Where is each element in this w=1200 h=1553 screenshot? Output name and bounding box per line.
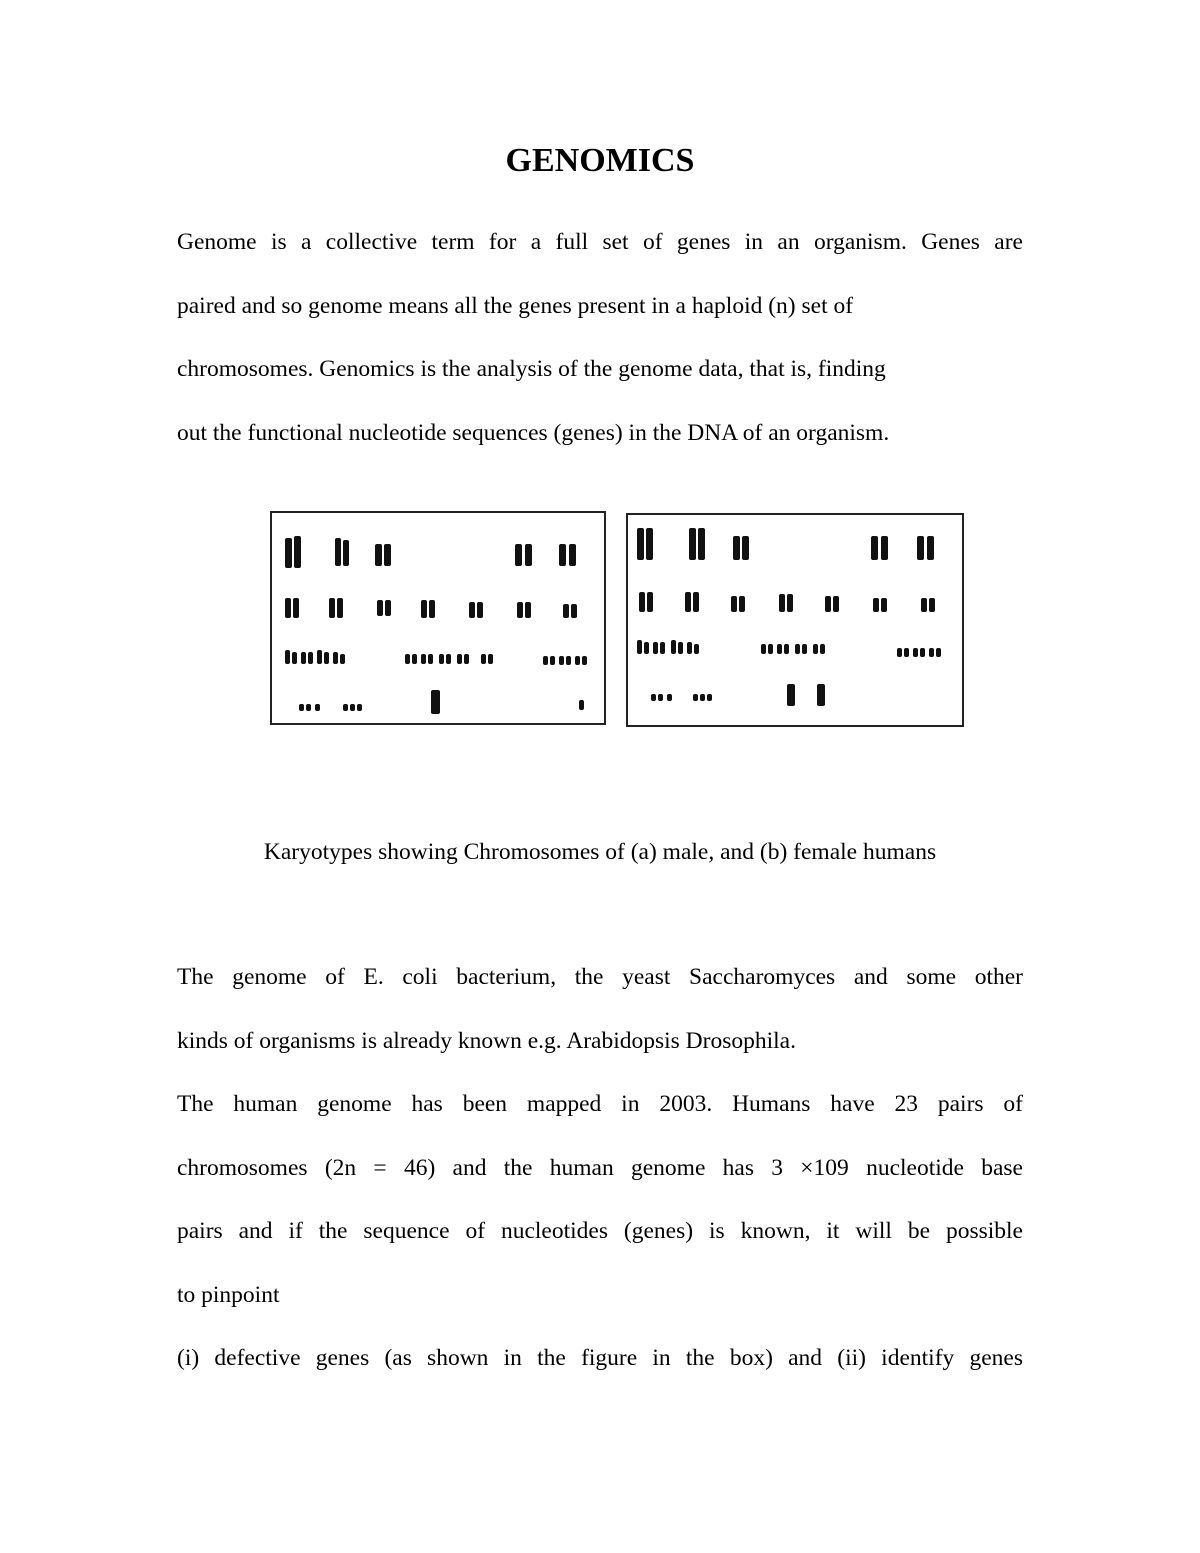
karyotype-female-image bbox=[625, 510, 967, 728]
text-line: (i) defective genes (as shown in the figure in the box) and (ii) identify genes bbox=[177, 1345, 1023, 1371]
text-line: The human genome has been mapped in 2003. Humans have 23 pairs of bbox=[177, 1091, 1023, 1117]
human-genome-paragraph bbox=[177, 1082, 1023, 1336]
karyotype-male-image bbox=[269, 510, 609, 726]
text-line: paired and so genome means all the genes present in a haploid (n) set of bbox=[177, 292, 854, 319]
text-line: chromosomes. Genomics is the analysis of the genome data, that is, finding bbox=[177, 356, 886, 382]
ecoli-paragraph bbox=[177, 955, 1023, 1082]
text-line: chromosomes (2n = 46) and the human genome has 3 ×109 nucleotide base bbox=[177, 1154, 1023, 1181]
text-line: Genome is a collective term for a full set of genes in an organism. Genes are bbox=[177, 229, 1023, 255]
intro-paragraph bbox=[177, 220, 1023, 474]
text-line: out the functional nucleotide sequences (genes) in the DNA of an organism. bbox=[177, 419, 890, 446]
text-line: The genome of E. coli bacterium, the yeast Saccharomyces and some other bbox=[177, 964, 1023, 990]
karyotype-figure bbox=[269, 510, 967, 728]
figure-caption: Karyotypes showing Chromosomes of (a) male, and (b) female humans bbox=[263, 839, 937, 865]
karyotype-female-panel bbox=[625, 510, 967, 728]
text-line: to pinpoint bbox=[177, 1281, 280, 1308]
defective-genes-paragraph bbox=[177, 1336, 1023, 1400]
text-line: pairs and if the sequence of nucleotides (genes) is known, it will be possible bbox=[177, 1218, 1023, 1244]
page-title: GENOMICS bbox=[505, 142, 695, 179]
karyotype-male-panel bbox=[269, 510, 609, 726]
text-line: kinds of organisms is already known e.g. Arabidopsis Drosophila. bbox=[177, 1027, 796, 1054]
